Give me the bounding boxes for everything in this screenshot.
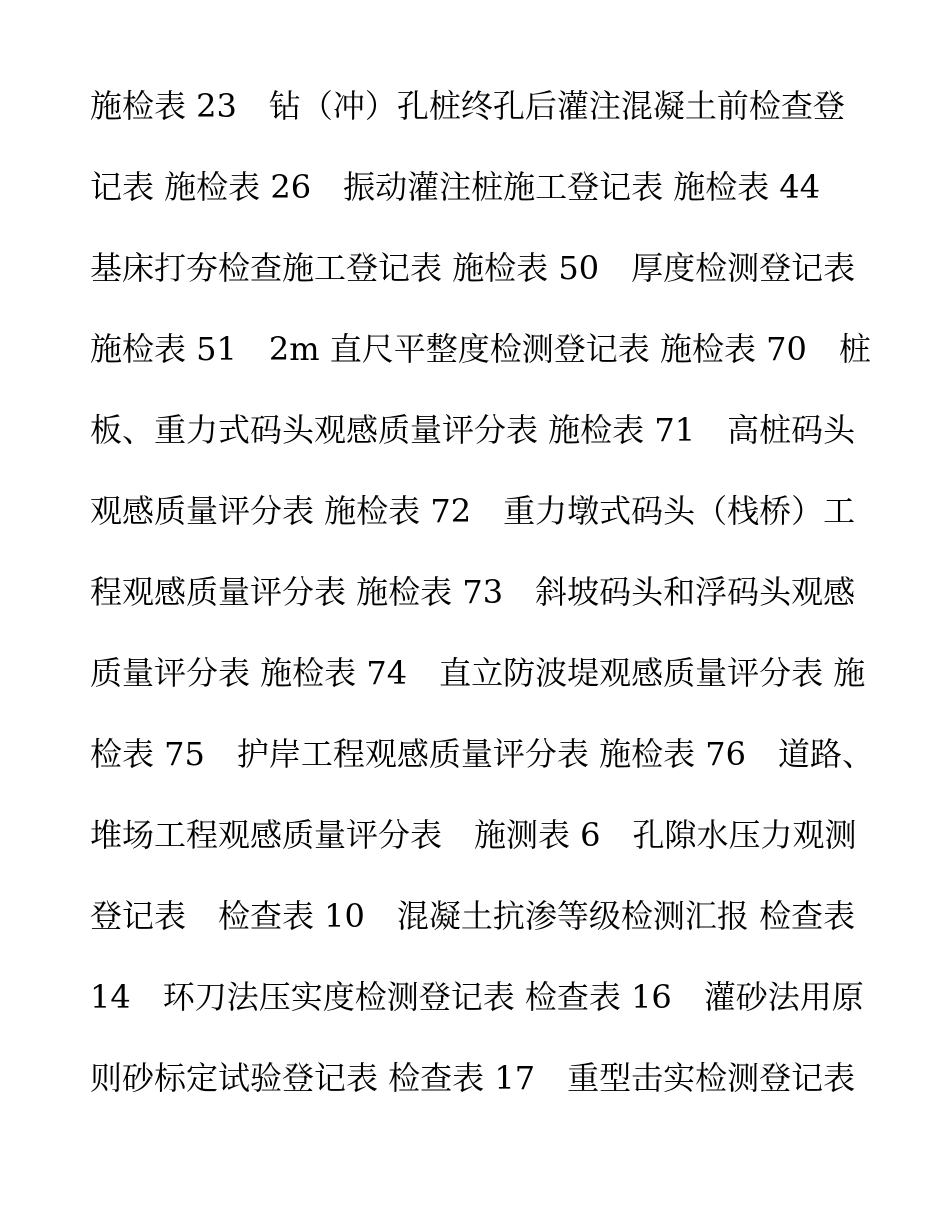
text-line-8: 质量评分表 施检表 74 直立防波堤观感质量评分表 施: [90, 654, 866, 692]
text-line-12: 14 环刀法压实度检测登记表 检查表 16 灌砂法用原: [90, 978, 864, 1016]
text-line-4: 施检表 51 2m 直尺平整度检测登记表 施检表 70 桩: [90, 330, 871, 368]
text-line-10: 堆场工程观感质量评分表 施测表 6 孔隙水压力观测: [90, 816, 857, 854]
text-line-13: 则砂标定试验登记表 检查表 17 重型击实检测登记表: [90, 1059, 856, 1097]
text-line-5: 板、重力式码头观感质量评分表 施检表 71 高桩码头: [90, 411, 856, 449]
text-line-11: 登记表 检查表 10 混凝土抗渗等级检测汇报 检查表: [90, 897, 856, 935]
text-line-2: 记表 施检表 26 振动灌注桩施工登记表 施检表 44: [90, 168, 821, 206]
text-line-7: 程观感质量评分表 施检表 73 斜坡码头和浮码头观感: [90, 573, 856, 611]
text-line-3: 基床打夯检查施工登记表 施检表 50 厚度检测登记表: [90, 249, 856, 287]
text-line-1: 施检表 23 钻（冲）孔桩终孔后灌注混凝土前检查登: [90, 87, 845, 125]
text-line-9: 检表 75 护岸工程观感质量评分表 施检表 76 道路、: [90, 735, 874, 773]
text-line-6: 观感质量评分表 施检表 72 重力墩式码头（栈桥）工: [90, 492, 856, 530]
